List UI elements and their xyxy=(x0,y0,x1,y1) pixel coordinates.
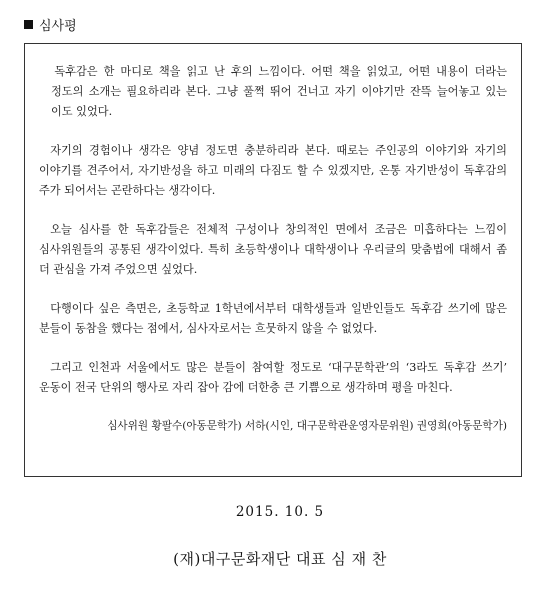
review-paragraph-1: 독후감은 한 마디로 책을 읽고 난 후의 느낌이다. 어떤 책을 읽었고, 어떤 내용이 더라는 정도의 소개는 필요하리라 본다. 그냥 풀쩍 뛰어 건너고 자기 이야기만 잔뜩 늘어놓고 있는 이도 있었다. xyxy=(51,65,507,118)
review-paragraph-3: 오늘 심사를 한 독후감들은 전체적 구성이나 창의적인 면에서 조금은 미흡하다는 느낌이 심사위원들의 공통된 생각이었다. 특히 초등학생이나 대학생이나 우리글의 맞춤법에 대해서 좀 더 관심을 가져 주었으면 싶었다. xyxy=(39,223,507,276)
review-box xyxy=(24,43,522,477)
section-title: 심사평 xyxy=(39,18,77,34)
review-paragraph-2: 자기의 경험이나 생각은 양념 정도면 충분하리라 본다. 때로는 주인공의 이야기와 자기의 이야기를 견주어서, 자기반성을 하고 미래의 다짐도 할 수 있겠지만, 온통 자기반성이 독후감의 주가 되어서는 곤란하다는 생각이다. xyxy=(39,144,507,197)
review-paragraph-5: 그리고 인천과 서울에서도 많은 분들이 참여할 정도로 ‘대구문학관’의 ‘3라도 독후감 쓰기’ 운동이 전국 단위의 행사로 자리 잡아 감에 더한층 큰 기쁨으로 생각하며 평을 마친다. xyxy=(39,361,507,394)
issuer-signature: (재)대구문화재단 대표 심 재 찬 xyxy=(173,550,387,568)
document-date: 2015. 10. 5 xyxy=(235,504,325,520)
filled-square-icon xyxy=(24,20,33,29)
section-heading xyxy=(24,15,77,33)
review-paragraph-4: 다행이다 싶은 측면은, 초등학교 1학년에서부터 대학생들과 일반인들도 독후감 쓰기에 많은 분들이 동참을 했다는 점에서, 심사자로서는 흐뭇하지 않을 수 없었다. xyxy=(39,302,507,335)
reviewer-credits: 심사위원 황팔수(아동문학가) 서하(시인, 대구문학관운영자문위원) 권영희(아동문학가) xyxy=(107,420,507,432)
